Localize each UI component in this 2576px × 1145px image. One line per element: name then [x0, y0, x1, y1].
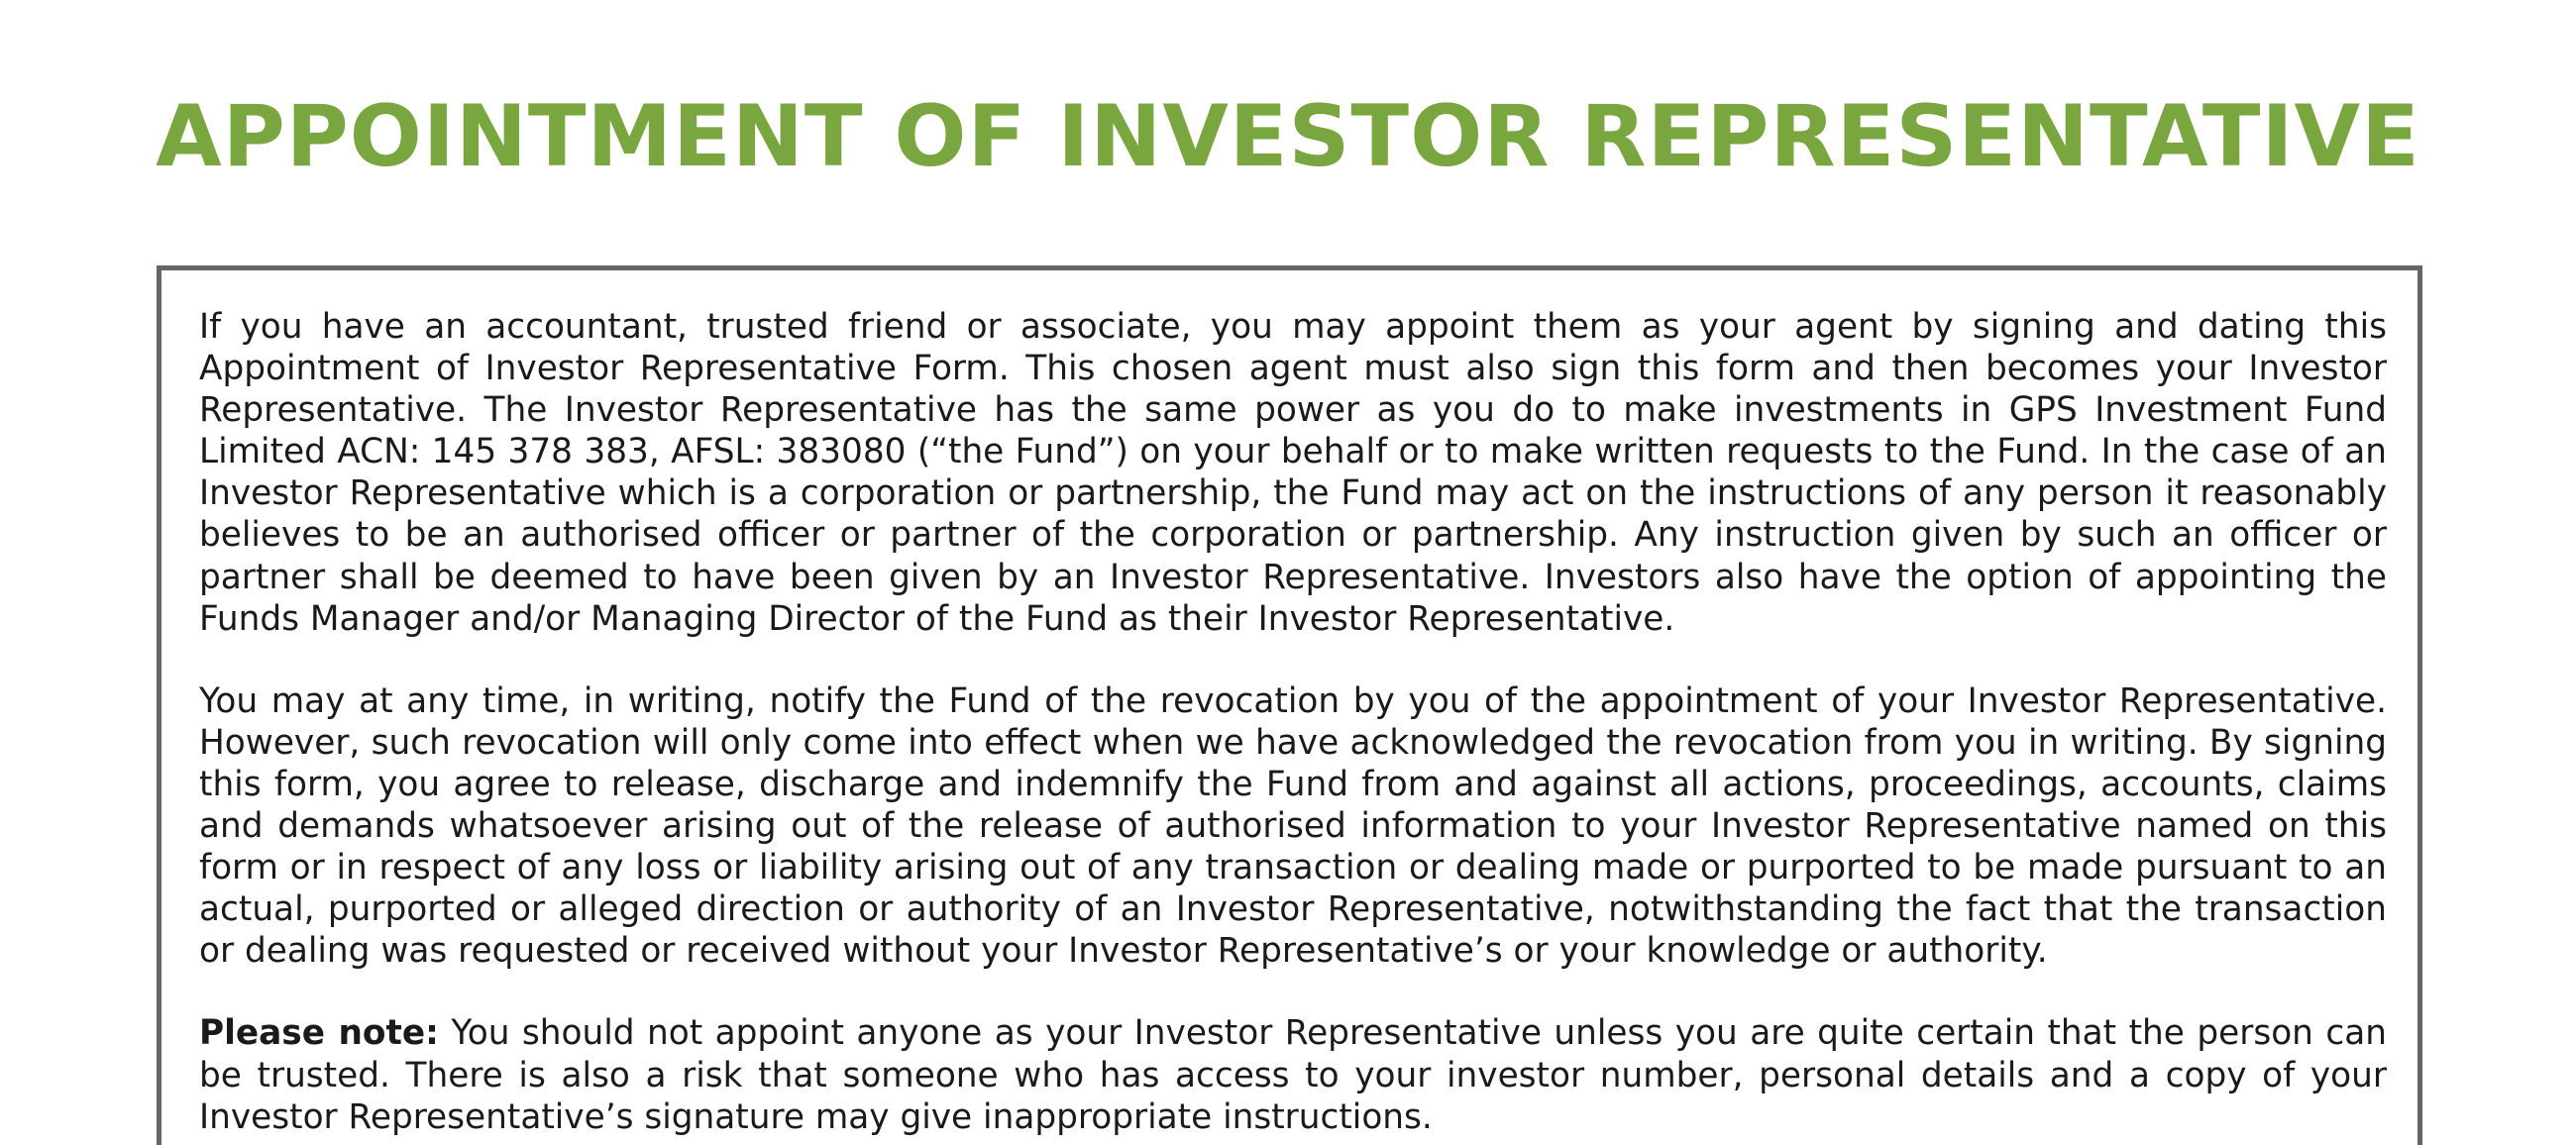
paragraph-revocation: You may at any time, in writing, notify the Fund of the revocation by you of the appointment of your Investor Representative. However, such revocation will only come into effect when we have acknowledged the revocation from you in writing. By signing this form, you agree to release, discharge and indemnify the Fund from and against all actions, proceedings, accounts, claims and demands whatsoever arising out of the release of authorised information to your Investor Representative named on this form or in respect of any loss or liability arising out of any transaction or dealing made or purported to be made pursuant to an actual, purported or alleged direction or authority of an Investor Representative, notwithstanding the fact that the transaction or dealing was requested or received without your Investor Representative’s or your knowledge or authority.: [199, 680, 2387, 972]
please-note-text: You should not appoint anyone as your Investor Representative unless you are quite certain that the person can be trusted. There is also a risk that someone who has access to your investor number, personal details and a copy of your Investor Representative’s signature may give inappropriate instructions.: [199, 1013, 2388, 1137]
page-title: APPOINTMENT OF INVESTOR REPRESENTATIVE: [156, 87, 2420, 186]
notice-box: [157, 265, 2422, 1145]
paragraph-please-note: [199, 1012, 2387, 1137]
notice-text: [199, 306, 2387, 1145]
paragraph-agent-appointment: If you have an accountant, trusted friend or associate, you may appoint them as your agent by signing and dating this Appointment of Investor Representative Form. This chosen agent must also sign this form and then becomes your Investor Representative. The Investor Representative has the same power as you do to make investments in GPS Investment Fund Limited ACN: 145 378 383, AFSL: 383080 (“the Fund”) on your behalf or to make written requests to the Fund. In the case of an Investor Representative which is a corporation or partnership, the Fund may act on the instructions of any person it reasonably believes to be an authorised officer or partner of the corporation or partnership. Any instruction given by such an officer or partner shall be deemed to have been given by an Investor Representative. Investors also have the option of appointing the Funds Manager and/or Managing Director of the Fund as their Investor Representative.: [199, 307, 2387, 639]
please-note-label: Please note:: [199, 1013, 439, 1054]
